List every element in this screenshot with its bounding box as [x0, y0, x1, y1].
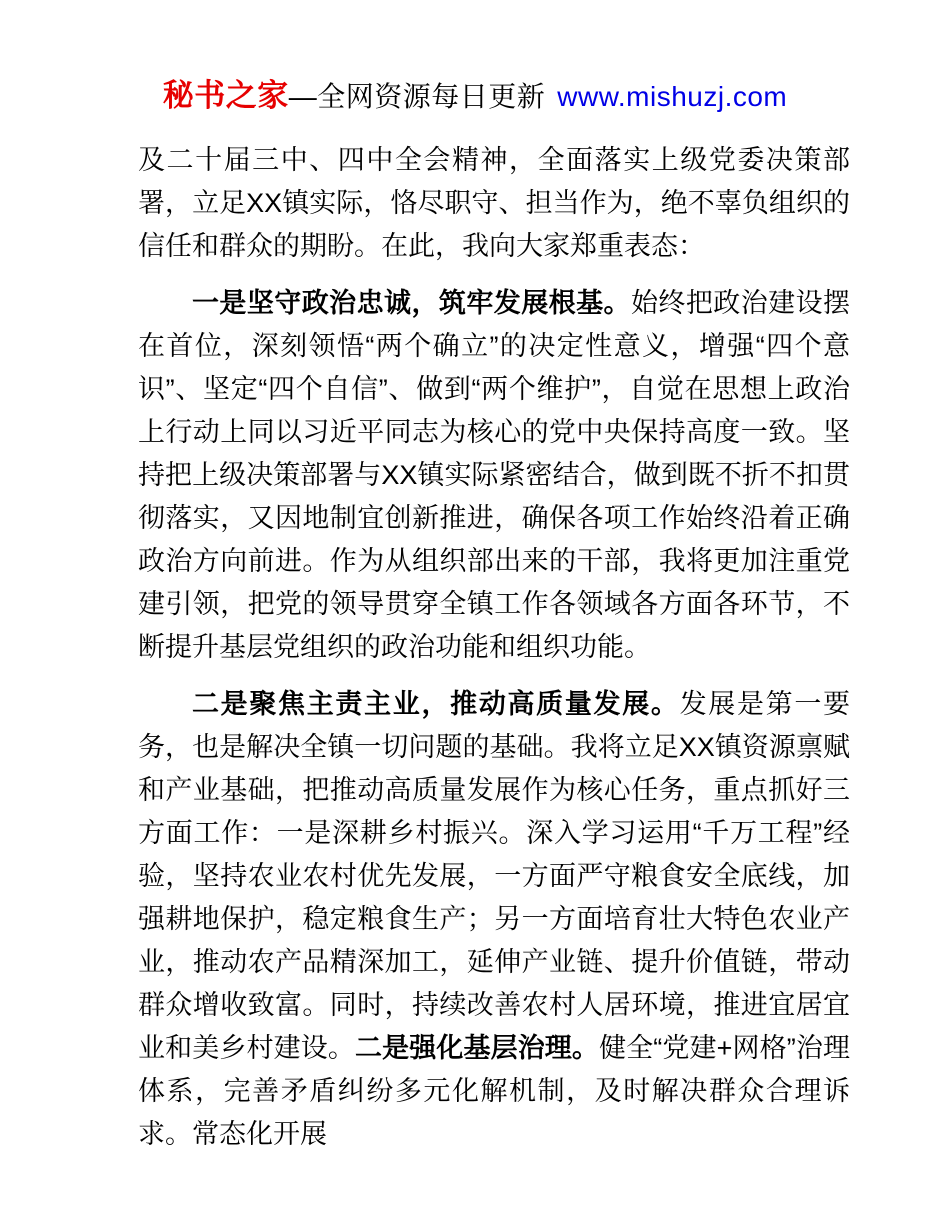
bold-run: 二是聚焦主责主业，推动高质量发展。: [192, 689, 680, 719]
text-run: 及二十届三中、四中全会精神，全面落实上级党委决策部署，立足XX镇实际，恪尽职守、担当作为，绝不辜负组织的信任和群众的期盼。在此，我向大家郑重表态：: [138, 145, 850, 261]
document-body: [0, 117, 950, 1156]
header-separator: —: [288, 81, 318, 112]
text-run: 发展是第一要务，也是解决全镇一切问题的基础。我将立足XX镇资源禀赋和产业基础，把推动高质量发展作为核心任务，重点抓好三方面工作：一是深耕乡村振兴。深入学习运用“千万工程”经验，坚持农业农村优先发展，一方面严守粮食安全底线，加强耕地保护，稳定粮食生产；另一方面培育壮大特色农业产业，推动农产品精深加工，延伸产业链、提升价值链，带动群众增收致富。同时，持续改善农村人居环境，推进宜居宜业和美乡村建设。: [138, 689, 851, 1063]
paragraph: [138, 139, 850, 268]
paragraph: [138, 282, 850, 669]
bold-run: 一是坚守政治忠诚，筑牢发展根基。: [192, 288, 631, 318]
site-header: [0, 0, 950, 117]
site-name: 秘书之家: [162, 78, 289, 113]
paragraph: [138, 683, 850, 1156]
text-run: 健全“党建+网格”治理体系，完善矛盾纠纷多元化解机制，及时解决群众合理诉求。常态化开展: [138, 1033, 851, 1149]
text-run: 始终把政治建设摆在首位，深刻领悟“两个确立”的决定性意义，增强“四个意识”、坚定“四个自信”、做到“两个维护”，自觉在思想上政治上行动上同以习近平同志为核心的党中央保持高度一致。坚持把上级决策部署与XX镇实际紧密结合，做到既不折不扣贯彻落实，又因地制宜创新推进，确保各项工作始终沿着正确政治方向前进。作为从组织部出来的干部，我将更加注重党建引领，把党的领导贯穿全镇工作各领域各方面各环节，不断提升基层党组织的政治功能和组织功能。: [138, 288, 851, 662]
site-url[interactable]: www.mishuzj.com: [557, 81, 788, 112]
header-tagline: 全网资源每日更新: [317, 81, 546, 112]
bold-run: 二是强化基层治理。: [354, 1033, 600, 1063]
